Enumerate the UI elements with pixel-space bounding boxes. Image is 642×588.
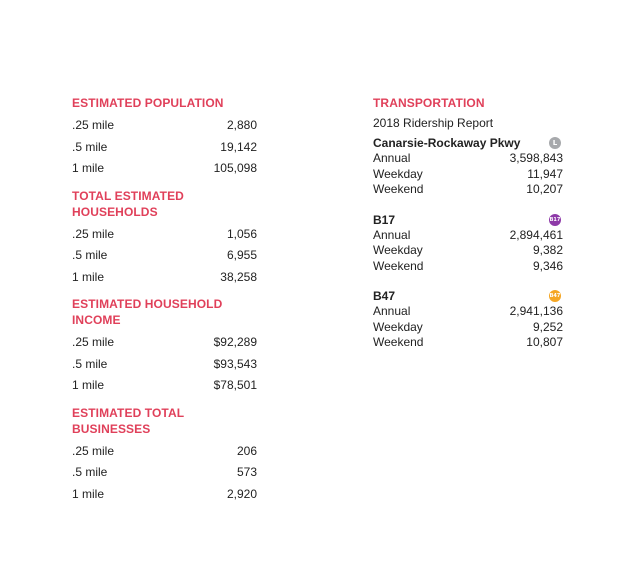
row-label: Weekday (373, 243, 423, 257)
bus-b47-icon: B47 (549, 290, 561, 302)
population-section (72, 95, 257, 180)
businesses-title-line: BUSINESSES (72, 421, 151, 436)
row-value: 10,207 (526, 182, 563, 196)
row-value: $78,501 (213, 378, 257, 392)
station-name: B47 (373, 289, 396, 303)
demographics-column (72, 95, 257, 513)
businesses-row (72, 462, 257, 484)
row-label: 1 mile (72, 486, 105, 501)
row-label: 1 mile (72, 161, 105, 175)
row-value: 573 (236, 465, 257, 479)
population-row (72, 115, 257, 137)
population-row (72, 158, 257, 180)
row-label: .25 mile (72, 118, 115, 132)
ridership-row (373, 167, 563, 183)
row-label: 1 mile (72, 378, 105, 392)
row-label: .25 mile (72, 226, 115, 241)
station-name: B17 (373, 212, 396, 227)
row-value: 2,894,461 (509, 227, 563, 242)
income-title-line: ESTIMATED HOUSEHOLD (72, 297, 223, 311)
row-value: 3,598,843 (509, 151, 563, 165)
businesses-row (72, 441, 257, 463)
businesses-row (72, 484, 257, 506)
households-section (72, 188, 257, 289)
row-value: 10,807 (526, 335, 563, 349)
households-row (72, 267, 257, 289)
row-label: .25 mile (72, 443, 115, 458)
row-label: Weekday (373, 319, 423, 334)
households-title-line: HOUSEHOLDS (72, 204, 158, 219)
station-header (373, 288, 563, 304)
row-value: 105,098 (213, 161, 257, 175)
row-label: Annual (373, 151, 411, 165)
station-b17 (373, 212, 563, 275)
ridership-row (373, 259, 563, 275)
ridership-row (373, 151, 563, 167)
row-value: 2,941,136 (509, 304, 563, 318)
row-label: .5 mile (72, 248, 108, 262)
income-row (72, 354, 257, 376)
row-value: 6,955 (226, 248, 257, 262)
row-value: $93,543 (213, 356, 257, 371)
row-label: Annual (373, 304, 411, 318)
income-title (72, 296, 257, 328)
businesses-title (72, 405, 257, 437)
transportation-title: TRANSPORTATION (373, 96, 485, 110)
row-value: 2,920 (226, 486, 257, 501)
ridership-row (373, 320, 563, 336)
row-value: 206 (236, 443, 257, 458)
row-label: Weekday (373, 166, 423, 181)
households-row (72, 245, 257, 267)
station-name: Canarsie-Rockaway Pkwy (373, 136, 521, 150)
row-label: Weekend (373, 182, 424, 196)
ridership-row (373, 335, 563, 351)
station-header (373, 135, 563, 151)
row-label: .5 mile (72, 356, 108, 371)
row-label: Weekend (373, 258, 424, 273)
row-label: .25 mile (72, 335, 115, 349)
bus-b17-icon: B17 (549, 214, 561, 226)
households-title (72, 188, 257, 220)
station-header (373, 212, 563, 228)
ridership-row (373, 304, 563, 320)
ridership-report-subtitle: 2018 Ridership Report (373, 116, 494, 130)
income-row (72, 375, 257, 397)
income-row (72, 332, 257, 354)
row-value: 11,947 (527, 166, 563, 181)
income-title-line: INCOME (72, 313, 121, 327)
row-value: 1,056 (226, 226, 257, 241)
l-train-icon: L (549, 137, 561, 149)
row-value: 9,382 (532, 243, 563, 257)
ridership-row (373, 228, 563, 244)
row-label: Weekend (373, 335, 424, 349)
row-value: 19,142 (220, 139, 257, 154)
households-row (72, 224, 257, 246)
row-label: .5 mile (72, 465, 108, 479)
businesses-section (72, 405, 257, 506)
row-value: $92,289 (213, 335, 257, 349)
population-row (72, 137, 257, 159)
station-b47 (373, 288, 563, 351)
transportation-column (373, 95, 563, 351)
row-label: 1 mile (72, 269, 105, 284)
households-title-line: TOTAL ESTIMATED (72, 188, 184, 203)
row-label: Annual (373, 227, 411, 242)
row-value: 2,880 (226, 118, 257, 132)
population-title: ESTIMATED POPULATION (72, 96, 224, 110)
row-value: 9,346 (532, 258, 563, 273)
businesses-title-line: ESTIMATED TOTAL (72, 405, 185, 420)
ridership-row (373, 243, 563, 259)
station-canarsie (373, 135, 563, 198)
ridership-row (373, 182, 563, 198)
row-value: 9,252 (532, 319, 563, 334)
row-label: .5 mile (72, 139, 108, 154)
income-section (72, 296, 257, 397)
row-value: 38,258 (220, 269, 257, 284)
